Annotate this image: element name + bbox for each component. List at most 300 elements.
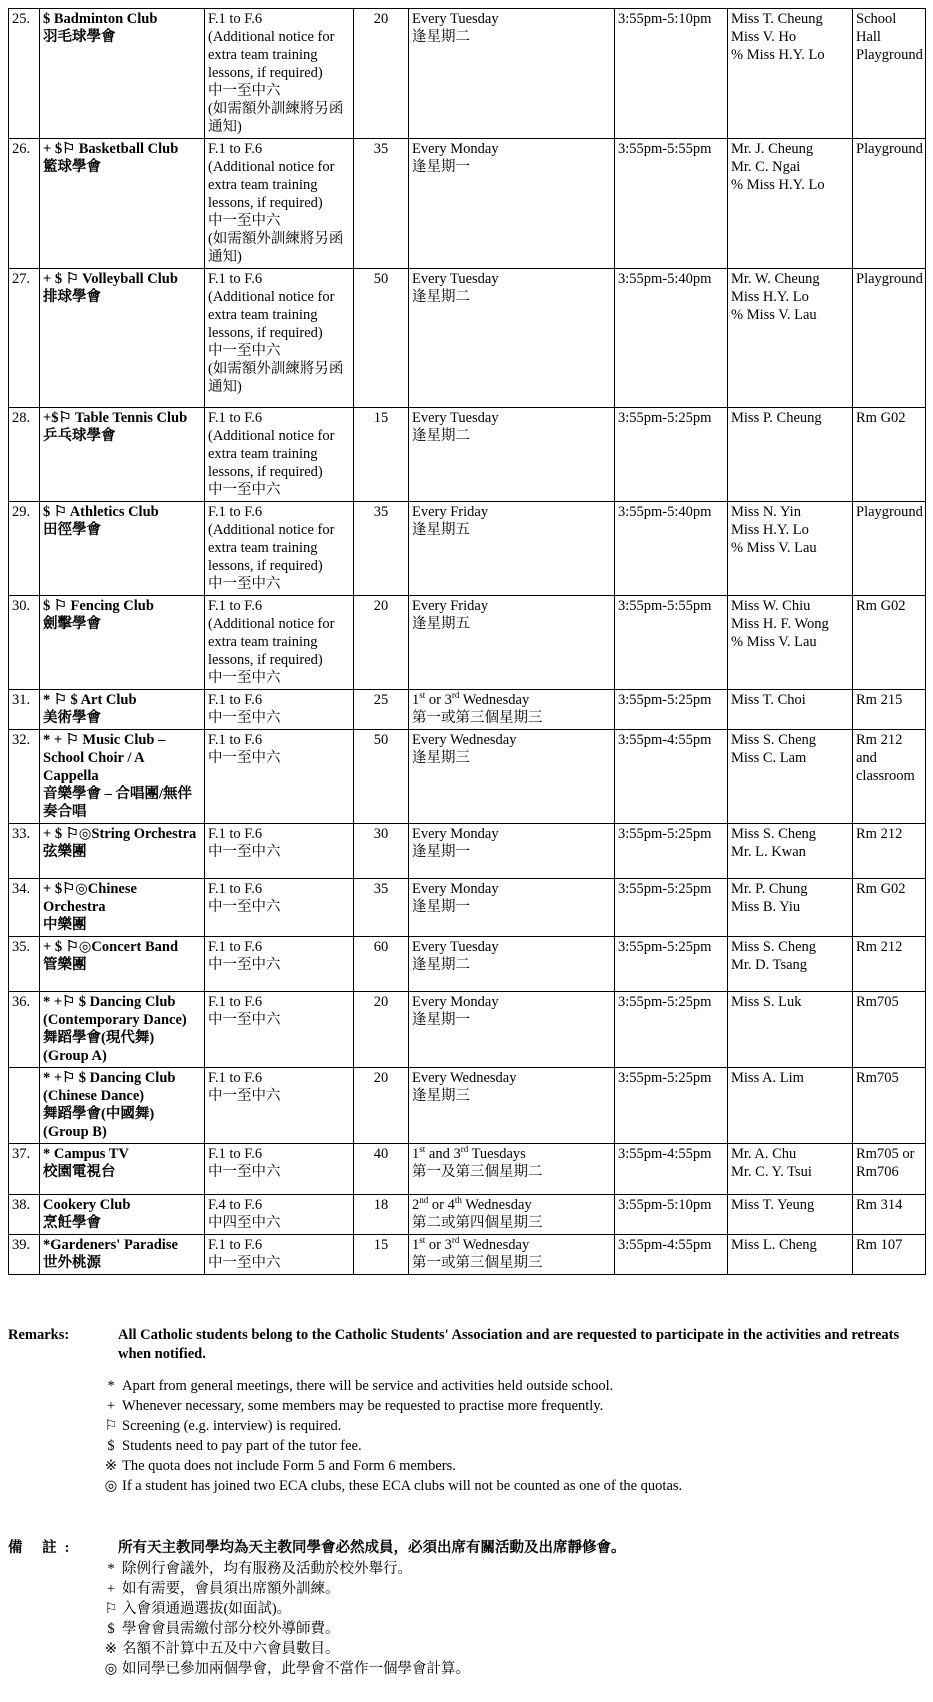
club-name-en: * +⚐ $ Dancing Club (Chinese Dance)	[43, 1070, 176, 1104]
legend-item	[100, 1456, 918, 1476]
club-name-zh: 舞蹈學會(現代舞)	[43, 1030, 155, 1046]
club-name-zh: 羽毛球學會	[43, 29, 116, 45]
quota-cell: 25	[354, 690, 409, 730]
row-number: 28.	[9, 408, 40, 502]
quota-cell: 30	[354, 824, 409, 879]
club-name-en: + $ ⚐ Volleyball Club	[43, 271, 178, 287]
form-cell	[205, 879, 354, 937]
club-group: (Group B)	[43, 1124, 107, 1140]
venue-cell: Rm 212 and classroom	[853, 730, 926, 824]
teacher-name: Miss N. Yin	[731, 504, 801, 520]
teacher-name: Miss T. Choi	[731, 692, 806, 708]
day-zh: 第一或第三個星期三	[412, 710, 543, 726]
day-en: Every Tuesday	[412, 410, 499, 426]
club-name-en: $ ⚐ Fencing Club	[43, 598, 154, 614]
teachers-cell	[728, 408, 853, 502]
club-name-en: + $ ⚐◎Concert Band	[43, 939, 179, 955]
club-name-en: + $⚐◎Chinese Orchestra	[43, 881, 137, 915]
day-cell	[409, 690, 615, 730]
quota-cell: 20	[354, 9, 409, 139]
club-name-en: $ ⚐ Athletics Club	[43, 504, 159, 520]
time-cell: 3:55pm-5:25pm	[615, 937, 728, 992]
venue-cell: Rm 314	[853, 1195, 926, 1235]
teacher-name: Mr. C. Y. Tsui	[731, 1164, 812, 1180]
day-zh: 逢星期三	[412, 1088, 470, 1104]
day-zh: 逢星期二	[412, 289, 470, 305]
club-name-cell	[40, 730, 205, 824]
day-zh: 逢星期三	[412, 750, 470, 766]
teacher-name: Mr. D. Tsang	[731, 957, 808, 973]
table-row	[9, 1068, 926, 1144]
remarks-headline-zh: 所有天主教同學均為天主教同學會必然成員，必須出席有關活動及出席靜修會。	[118, 1540, 626, 1556]
club-name-cell	[40, 1068, 205, 1144]
quota-cell: 50	[354, 269, 409, 408]
quota-cell: 50	[354, 730, 409, 824]
club-name-en: * + ⚐ Music Club – School Choir / A Cappella	[43, 732, 166, 784]
day-zh: 逢星期一	[412, 899, 470, 915]
day-cell	[409, 1235, 615, 1275]
teacher-name: Miss L. Cheng	[731, 1237, 817, 1253]
table-row	[9, 730, 926, 824]
time-cell: 3:55pm-5:55pm	[615, 596, 728, 690]
row-number: 36.	[9, 992, 40, 1068]
legend-symbol: *	[107, 1561, 115, 1577]
day-cell	[409, 824, 615, 879]
time-cell: 3:55pm-4:55pm	[615, 1144, 728, 1195]
remarks-label-zh: 備 註:	[8, 1540, 78, 1556]
remarks-legend	[100, 1376, 918, 1496]
day-en: Every Monday	[412, 881, 499, 897]
teacher-name: Miss H.Y. Lo	[731, 289, 809, 305]
table-row	[9, 937, 926, 992]
form-zh: 中一至中六	[208, 213, 281, 229]
day-zh: 逢星期一	[412, 844, 470, 860]
form-note: (Additional notice for extra team training lessons, if required)	[208, 29, 335, 81]
club-group: (Group A)	[43, 1048, 107, 1064]
teacher-name: Miss H. F. Wong	[731, 616, 829, 632]
day-zh: 第二或第四個星期三	[412, 1215, 543, 1231]
day-en: Every Wednesday	[412, 732, 517, 748]
teacher-name: % Miss H.Y. Lo	[731, 47, 825, 63]
form-zh: 中一至中六	[208, 844, 281, 860]
row-number: 26.	[9, 139, 40, 269]
club-name-en: + $ ⚐◎String Orchestra	[43, 826, 197, 842]
teacher-name: % Miss H.Y. Lo	[731, 177, 825, 193]
row-number: 29.	[9, 502, 40, 596]
teachers-cell	[728, 1235, 853, 1275]
legend-text: 如有需要，會員須出席額外訓練。	[122, 1581, 340, 1597]
form-en: F.1 to F.6	[208, 598, 263, 614]
form-note: (Additional notice for extra team training lessons, if required)	[208, 428, 335, 480]
quota-cell: 20	[354, 596, 409, 690]
legend-item	[100, 1436, 918, 1456]
club-name-zh: 劍擊學會	[43, 616, 101, 632]
time-cell: 3:55pm-5:25pm	[615, 1068, 728, 1144]
form-en: F.1 to F.6	[208, 939, 263, 955]
day-zh: 第一或第三個星期三	[412, 1255, 543, 1271]
quota-cell: 60	[354, 937, 409, 992]
legend-item	[100, 1619, 918, 1639]
form-cell	[205, 690, 354, 730]
club-name-en: * +⚐ $ Dancing Club (Contemporary Dance)	[43, 994, 187, 1028]
venue-cell: Rm 107	[853, 1235, 926, 1275]
teachers-cell	[728, 824, 853, 879]
legend-symbol: ※	[104, 1641, 118, 1657]
form-note: (Additional notice for extra team training lessons, if required)	[208, 289, 335, 341]
day-en: Every Monday	[412, 141, 499, 157]
teachers-cell	[728, 1068, 853, 1144]
teachers-cell	[728, 730, 853, 824]
legend-item	[100, 1659, 918, 1679]
legend-text: Whenever necessary, some members may be requested to practise more frequently.	[122, 1398, 604, 1414]
day-zh: 逢星期二	[412, 957, 470, 973]
teacher-name: Miss T. Yeung	[731, 1197, 815, 1213]
day-en: 1st or 3rd Wednesday	[412, 690, 530, 708]
club-name-en: + $⚐ Basketball Club	[43, 141, 179, 157]
venue-cell: Rm705	[853, 1068, 926, 1144]
remarks-headline: All Catholic students belong to the Catholic Students' Association and are requested to participate in the activities and retreats when notified.	[118, 1327, 900, 1362]
form-en: F.1 to F.6	[208, 11, 263, 27]
legend-text: Apart from general meetings, there will be service and activities held outside school.	[122, 1378, 614, 1394]
day-cell	[409, 408, 615, 502]
club-name-zh: 管樂團	[43, 957, 87, 973]
teacher-name: % Miss V. Lau	[731, 634, 817, 650]
club-name-zh: 排球學會	[43, 289, 101, 305]
club-name-cell	[40, 690, 205, 730]
club-name-en: +$⚐ Table Tennis Club	[43, 410, 188, 426]
legend-symbol: ◎	[104, 1661, 118, 1677]
legend-symbol: +	[106, 1398, 116, 1414]
teacher-name: Miss S. Cheng	[731, 826, 817, 842]
teachers-cell	[728, 992, 853, 1068]
legend-text: 名額不計算中五及中六會員數目。	[122, 1641, 340, 1657]
legend-text: The quota does not include Form 5 and Form 6 members.	[122, 1458, 456, 1474]
time-cell: 3:55pm-5:10pm	[615, 1195, 728, 1235]
teacher-name: Mr. P. Chung	[731, 881, 808, 897]
row-number: 27.	[9, 269, 40, 408]
club-name-cell	[40, 408, 205, 502]
form-zh: 中一至中六	[208, 343, 281, 359]
form-en: F.1 to F.6	[208, 1237, 263, 1253]
remarks-legend-zh	[100, 1559, 918, 1679]
table-row	[9, 9, 926, 139]
form-cell	[205, 992, 354, 1068]
form-zh-note: (如需額外訓練將另函通知)	[208, 101, 344, 135]
day-cell	[409, 1068, 615, 1144]
teacher-name: Miss B. Yiu	[731, 899, 801, 915]
legend-item	[100, 1396, 918, 1416]
quota-cell: 20	[354, 992, 409, 1068]
form-zh-note: (如需額外訓練將另函通知)	[208, 361, 344, 395]
club-name-en: * ⚐ $ Art Club	[43, 692, 137, 708]
club-name-cell	[40, 596, 205, 690]
row-number: 34.	[9, 879, 40, 937]
form-en: F.1 to F.6	[208, 994, 263, 1010]
teachers-cell	[728, 596, 853, 690]
venue-cell: School Hall Playground	[853, 9, 926, 139]
teacher-name: % Miss V. Lau	[731, 307, 817, 323]
club-name-en: Cookery Club	[43, 1197, 131, 1213]
venue-cell: Playground	[853, 502, 926, 596]
form-en: F.1 to F.6	[208, 732, 263, 748]
club-name-cell	[40, 937, 205, 992]
club-name-cell	[40, 269, 205, 408]
day-cell	[409, 937, 615, 992]
teachers-cell	[728, 1195, 853, 1235]
form-cell	[205, 502, 354, 596]
table-row	[9, 408, 926, 502]
day-cell	[409, 502, 615, 596]
eca-club-table	[8, 8, 926, 1275]
form-en: F.1 to F.6	[208, 881, 263, 897]
quota-cell: 35	[354, 879, 409, 937]
club-name-cell	[40, 1235, 205, 1275]
club-name-cell	[40, 879, 205, 937]
teachers-cell	[728, 502, 853, 596]
form-cell	[205, 824, 354, 879]
legend-symbol: ◎	[104, 1478, 118, 1494]
legend-text: 入會須通過選拔(如面試)。	[122, 1601, 292, 1617]
quota-cell: 15	[354, 1235, 409, 1275]
teacher-name: Mr. W. Cheung	[731, 271, 820, 287]
teacher-name: Mr. L. Kwan	[731, 844, 806, 860]
day-en: 1st and 3rd Tuesdays	[412, 1144, 526, 1162]
table-row	[9, 1195, 926, 1235]
form-zh: 中一至中六	[208, 1164, 281, 1180]
table-row	[9, 690, 926, 730]
row-number	[9, 1068, 40, 1144]
row-number: 25.	[9, 9, 40, 139]
club-name-zh: 音樂學會 – 合唱團/無伴奏合唱	[43, 786, 193, 820]
table-row	[9, 1144, 926, 1195]
day-zh: 逢星期五	[412, 522, 470, 538]
club-name-cell	[40, 1195, 205, 1235]
day-en: 1st or 3rd Wednesday	[412, 1235, 530, 1253]
day-en: Every Monday	[412, 994, 499, 1010]
legend-symbol: $	[107, 1621, 115, 1637]
club-name-zh: 世外桃源	[43, 1255, 101, 1271]
quota-cell: 15	[354, 408, 409, 502]
teacher-name: Miss A. Lim	[731, 1070, 804, 1086]
teachers-cell	[728, 879, 853, 937]
form-zh: 中一至中六	[208, 710, 281, 726]
teachers-cell	[728, 269, 853, 408]
teacher-name: Miss S. Luk	[731, 994, 802, 1010]
form-en: F.1 to F.6	[208, 504, 263, 520]
teachers-cell	[728, 9, 853, 139]
form-zh: 中一至中六	[208, 482, 281, 498]
teacher-name: Mr. A. Chu	[731, 1146, 797, 1162]
club-name-zh: 籃球學會	[43, 159, 101, 175]
day-cell	[409, 139, 615, 269]
quota-cell: 35	[354, 502, 409, 596]
time-cell: 3:55pm-5:25pm	[615, 879, 728, 937]
teacher-name: Miss S. Cheng	[731, 732, 817, 748]
club-name-en: *Gardeners' Paradise	[43, 1237, 178, 1253]
table-row	[9, 502, 926, 596]
club-name-zh: 乒乓球學會	[43, 428, 116, 444]
legend-symbol: ⚐	[104, 1418, 118, 1434]
venue-cell: Playground	[853, 139, 926, 269]
day-en: 2nd or 4th Wednesday	[412, 1195, 532, 1213]
quota-cell: 18	[354, 1195, 409, 1235]
table-row	[9, 269, 926, 408]
row-number: 39.	[9, 1235, 40, 1275]
teacher-name: Miss C. Lam	[731, 750, 807, 766]
day-en: Every Friday	[412, 598, 489, 614]
quota-cell: 35	[354, 139, 409, 269]
teacher-name: % Miss V. Lau	[731, 540, 817, 556]
time-cell: 3:55pm-4:55pm	[615, 1235, 728, 1275]
form-en: F.1 to F.6	[208, 826, 263, 842]
club-name-en: $ Badminton Club	[43, 11, 158, 27]
day-zh: 逢星期二	[412, 29, 470, 45]
club-name-zh: 校園電視台	[43, 1164, 116, 1180]
legend-text: 如同學已參加兩個學會，此學會不當作一個學會計算。	[122, 1661, 470, 1677]
form-zh: 中一至中六	[208, 576, 281, 592]
form-cell	[205, 1235, 354, 1275]
day-zh: 逢星期二	[412, 428, 470, 444]
form-en: F.1 to F.6	[208, 141, 263, 157]
table-row	[9, 824, 926, 879]
legend-item	[100, 1416, 918, 1436]
legend-symbol: $	[107, 1438, 115, 1454]
venue-cell: Rm 215	[853, 690, 926, 730]
teacher-name: Miss P. Cheung	[731, 410, 822, 426]
club-name-zh: 弦樂團	[43, 844, 87, 860]
form-en: F.1 to F.6	[208, 692, 263, 708]
time-cell: 3:55pm-5:40pm	[615, 502, 728, 596]
teachers-cell	[728, 937, 853, 992]
row-number: 38.	[9, 1195, 40, 1235]
form-cell	[205, 9, 354, 139]
teacher-name: Mr. C. Ngai	[731, 159, 801, 175]
day-en: Every Tuesday	[412, 11, 499, 27]
legend-item	[100, 1376, 918, 1396]
venue-cell: Rm 212	[853, 937, 926, 992]
day-cell	[409, 9, 615, 139]
legend-symbol: *	[107, 1378, 115, 1394]
eca-table-container	[8, 8, 925, 1275]
club-name-cell	[40, 9, 205, 139]
teachers-cell	[728, 1144, 853, 1195]
form-zh: 中一至中六	[208, 750, 281, 766]
legend-item	[100, 1639, 918, 1659]
legend-symbol: +	[106, 1581, 116, 1597]
form-cell	[205, 1144, 354, 1195]
row-number: 33.	[9, 824, 40, 879]
form-en: F.1 to F.6	[208, 410, 263, 426]
row-number: 31.	[9, 690, 40, 730]
time-cell: 3:55pm-5:40pm	[615, 269, 728, 408]
day-cell	[409, 879, 615, 937]
legend-item	[100, 1476, 918, 1496]
day-en: Every Tuesday	[412, 271, 499, 287]
table-body	[9, 9, 926, 1275]
club-name-zh: 中樂團	[43, 917, 87, 933]
form-zh: 中一至中六	[208, 1255, 281, 1271]
form-zh-note: (如需額外訓練將另函通知)	[208, 231, 344, 265]
form-cell	[205, 937, 354, 992]
row-number: 32.	[9, 730, 40, 824]
form-zh: 中一至中六	[208, 1088, 281, 1104]
teachers-cell	[728, 139, 853, 269]
club-name-cell	[40, 139, 205, 269]
teacher-name: Miss T. Cheung	[731, 11, 823, 27]
legend-symbol: ⚐	[104, 1601, 118, 1617]
row-number: 30.	[9, 596, 40, 690]
legend-text: Students need to pay part of the tutor fee.	[122, 1438, 362, 1454]
quota-cell: 40	[354, 1144, 409, 1195]
legend-text: 學會會員需繳付部分校外導師費。	[122, 1621, 340, 1637]
form-zh: 中一至中六	[208, 670, 281, 686]
legend-item	[100, 1599, 918, 1619]
legend-item	[100, 1579, 918, 1599]
day-cell	[409, 1195, 615, 1235]
time-cell: 3:55pm-5:25pm	[615, 824, 728, 879]
day-cell	[409, 269, 615, 408]
club-name-cell	[40, 1144, 205, 1195]
club-name-zh: 舞蹈學會(中國舞)	[43, 1106, 155, 1122]
club-name-cell	[40, 992, 205, 1068]
teacher-name: Mr. J. Cheung	[731, 141, 814, 157]
club-name-zh: 烹飪學會	[43, 1215, 101, 1231]
remarks-chinese	[8, 1538, 918, 1679]
form-note: (Additional notice for extra team training lessons, if required)	[208, 616, 335, 668]
club-name-en: * Campus TV	[43, 1146, 129, 1162]
legend-text: 除例行會議外，均有服務及活動於校外舉行。	[122, 1561, 412, 1577]
legend-text: If a student has joined two ECA clubs, these ECA clubs will not be counted as one of the quotas.	[122, 1478, 683, 1494]
venue-cell: Rm G02	[853, 879, 926, 937]
day-cell	[409, 730, 615, 824]
day-en: Every Friday	[412, 504, 489, 520]
venue-cell: Rm G02	[853, 596, 926, 690]
form-en: F.1 to F.6	[208, 1146, 263, 1162]
day-cell	[409, 596, 615, 690]
time-cell: 3:55pm-5:55pm	[615, 139, 728, 269]
remarks-label: Remarks:	[8, 1327, 70, 1343]
form-en: F.1 to F.6	[208, 271, 263, 287]
form-cell	[205, 269, 354, 408]
table-row	[9, 139, 926, 269]
form-zh: 中一至中六	[208, 957, 281, 973]
venue-cell: Rm705	[853, 992, 926, 1068]
form-note: (Additional notice for extra team training lessons, if required)	[208, 522, 335, 574]
form-cell	[205, 596, 354, 690]
time-cell: 3:55pm-5:10pm	[615, 9, 728, 139]
club-name-zh: 田徑學會	[43, 522, 101, 538]
form-en: F.4 to F.6	[208, 1197, 263, 1213]
day-zh: 逢星期一	[412, 159, 470, 175]
table-row	[9, 596, 926, 690]
form-cell	[205, 1195, 354, 1235]
form-cell	[205, 730, 354, 824]
form-zh: 中一至中六	[208, 83, 281, 99]
teacher-name: Miss W. Chiu	[731, 598, 811, 614]
venue-cell: Rm 212	[853, 824, 926, 879]
day-zh: 第一及第三個星期二	[412, 1164, 543, 1180]
day-cell	[409, 992, 615, 1068]
form-note: (Additional notice for extra team training lessons, if required)	[208, 159, 335, 211]
venue-cell: Playground	[853, 269, 926, 408]
form-zh: 中一至中六	[208, 1012, 281, 1028]
teacher-name: Miss H.Y. Lo	[731, 522, 809, 538]
club-name-cell	[40, 824, 205, 879]
day-en: Every Monday	[412, 826, 499, 842]
legend-symbol: ※	[104, 1458, 118, 1474]
form-en: F.1 to F.6	[208, 1070, 263, 1086]
row-number: 35.	[9, 937, 40, 992]
